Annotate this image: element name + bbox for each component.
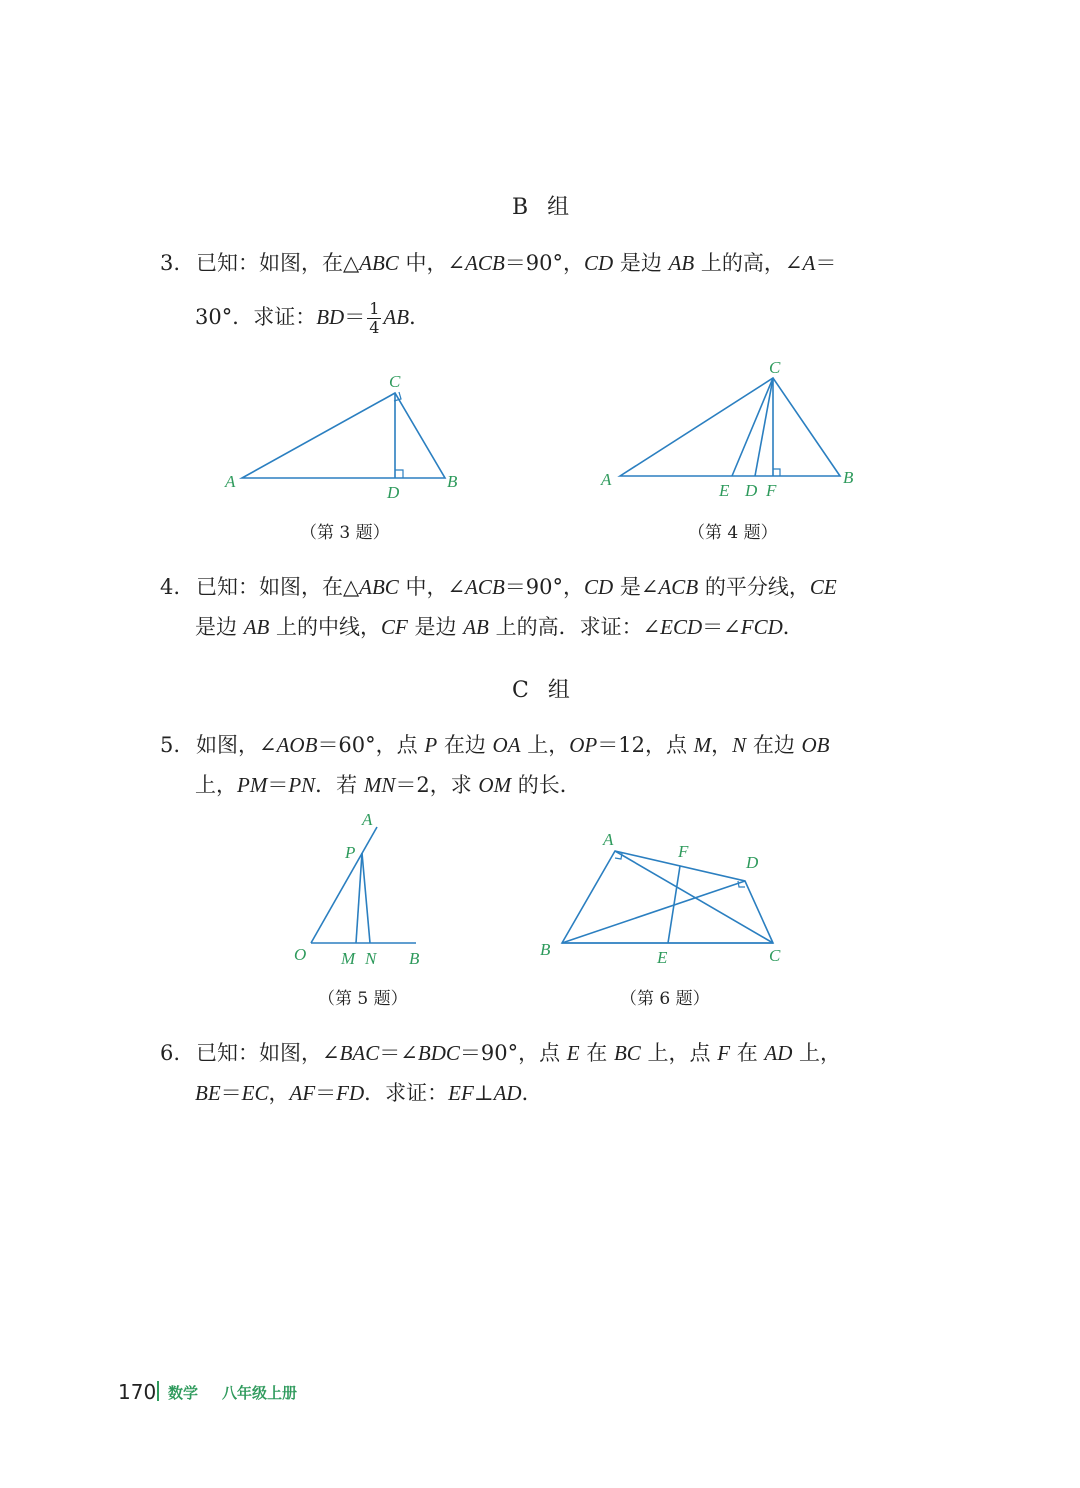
footer-divider [157,1381,159,1401]
caption-figure-4: （第 4 题） [688,523,778,543]
ray-oa [311,827,377,943]
footer-book-title: 八年级上册 [222,1384,298,1402]
problem-4: 4. 已知：如图，在△ABC 中，∠ACB＝90°，CD 是∠ACB 的平分线，CE [160,567,837,607]
fraction-one-quarter: $\frac{1}{4}$ [369,299,380,337]
label-e: E [719,481,730,500]
page-number: 170 [118,1380,157,1404]
figure-5 [285,805,445,970]
median-ce [732,378,773,476]
segment-pm [356,853,362,943]
problem-5-line-2: 上，PM＝PN．若 MN＝2，求 OM 的长． [195,773,581,797]
label-a: A [225,472,236,491]
right-angle-mark-f [773,469,780,476]
label-d: D [745,481,758,500]
label-a: A [362,810,373,829]
problem-number: 6. [160,1041,181,1065]
segment-pn [362,853,370,943]
problem-6: 6. 已知：如图，∠BAC＝∠BDC＝90°，点 E 在 BC 上，点 F 在 AD 上， [160,1033,841,1073]
caption-figure-3: （第 3 题） [300,523,390,543]
label-b: B [447,472,458,491]
quadrilateral-abcd [562,851,773,943]
problem-3-line-2: 30°．求证：BD＝ $\frac{1}{4}$ AB． [195,299,431,337]
figure-6 [535,825,795,970]
label-a: A [603,830,614,849]
problem-number: 3. [160,251,181,275]
caption-figure-5: （第 5 题） [318,989,408,1009]
label-c: C [389,372,401,391]
problem-6-line-2: BE＝EC，AF＝FD．求证：EF⊥AD． [195,1081,543,1105]
label-o: O [294,945,307,964]
label-f: F [766,481,777,500]
caption-figure-6: （第 6 题） [620,989,710,1009]
label-e: E [657,948,668,967]
segment-ef [668,866,680,943]
label-f: F [678,842,689,861]
label-m: M [341,949,356,968]
problem-4-line-2: 是边 AB 上的中线，CF 是边 AB 上的高．求证：∠ECD＝∠FCD． [195,615,804,639]
figure-3 [215,365,475,505]
label-a: A [601,470,612,489]
label-c: C [769,358,781,377]
label-d: D [387,483,400,502]
label-d: D [746,853,759,872]
label-b: B [409,949,420,968]
footer-subject: 数学 [168,1384,199,1402]
diagonal-bd [562,881,745,943]
triangle-abc [242,393,445,478]
group-b-heading: B 组 [512,195,576,220]
label-n: N [365,949,377,968]
right-angle-mark-d [395,470,403,478]
problem-3: 3. 已知：如图，在△ABC 中，∠ACB＝90°，CD 是边 AB 上的高，∠A＝ [160,243,836,283]
bisector-cd [755,378,773,476]
label-c: C [769,946,781,965]
problem-number: 5. [160,733,181,757]
label-b: B [843,468,854,487]
group-c-heading: C 组 [512,678,576,703]
label-p: P [345,843,356,862]
problem-number: 4. [160,575,181,599]
triangle-abc [620,378,840,476]
problem-5: 5. 如图，∠AOB＝60°，点 P 在边 OA 上，OP＝12，点 M，N 在边 OB [160,725,830,765]
figure-4 [595,355,870,505]
label-b: B [540,940,551,959]
